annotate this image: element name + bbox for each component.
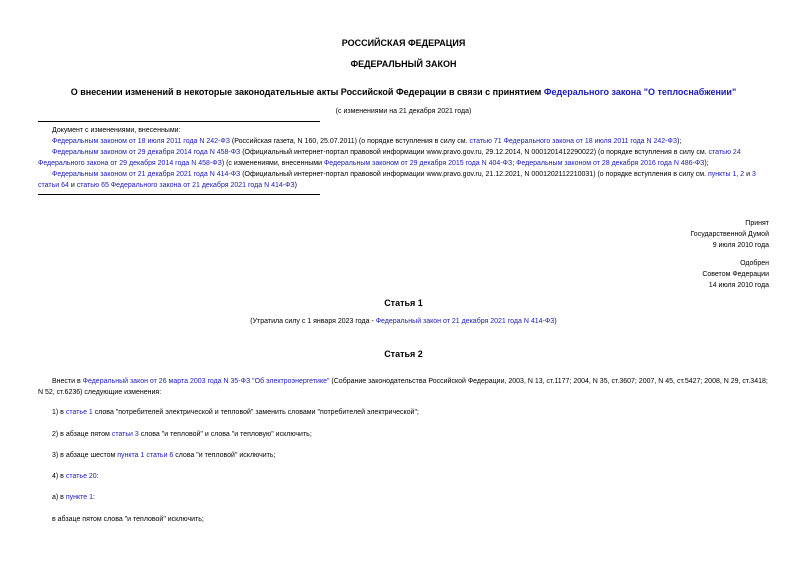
country-heading: РОССИЙСКАЯ ФЕДЕРАЦИЯ xyxy=(341,38,466,48)
adopted-block xyxy=(690,218,769,251)
article-2-paragraph-7 xyxy=(52,514,772,525)
divider-bottom xyxy=(38,194,320,195)
change-text: ); xyxy=(704,160,709,167)
adopted-line: Государственной Думой xyxy=(690,231,769,238)
article-2-paragraph-3 xyxy=(52,429,772,440)
approved-line: Советом Федерации xyxy=(702,271,769,278)
approved-line: 14 июля 2010 года xyxy=(708,282,769,289)
paragraph-text: : xyxy=(96,473,99,480)
change-text: ) xyxy=(294,182,297,189)
change-link[interactable]: статью 24 Федерального закона от 29 декабря 2014 года N 458-ФЗ xyxy=(38,149,741,167)
change-text: (Российская газета, N 160, 25.07.2011) (о порядке вступления в силу см. xyxy=(229,138,470,145)
adopted-line: Принят xyxy=(745,220,769,227)
change-link[interactable]: Федеральным законом от 29 декабря 2015 года N 404-ФЗ xyxy=(323,160,513,167)
article-1-link[interactable]: Федеральный закон от 21 декабря 2021 года N 414-ФЗ xyxy=(375,318,555,325)
article-1-heading: Статья 1 xyxy=(384,298,423,308)
article-1-prefix: (Утратила силу с 1 января 2023 года - xyxy=(250,318,376,325)
article-2-paragraph-6 xyxy=(52,492,772,503)
change-link[interactable]: 3 статьи 64 xyxy=(38,171,756,189)
change-link[interactable]: Федеральным законом от 18 июля 2011 года N 242-ФЗ xyxy=(52,138,230,145)
paragraph-link[interactable]: пункта 1 статьи 6 xyxy=(117,452,174,459)
change-link[interactable]: пункты 1, 2 xyxy=(708,171,745,178)
change-line-3 xyxy=(38,169,772,191)
paragraph-text: слова "и тепловой" исключить; xyxy=(173,452,276,459)
change-line-2 xyxy=(38,147,772,169)
doc-type-heading: ФЕДЕРАЛЬНЫЙ ЗАКОН xyxy=(350,59,457,69)
change-link[interactable]: статью 65 Федерального закона от 21 декабря 2021 года N 414-ФЗ xyxy=(76,182,295,189)
change-text: ); xyxy=(677,138,682,145)
change-link[interactable]: Федеральным законом от 28 декабря 2016 года N 486-ФЗ xyxy=(516,160,705,167)
paragraph-text: (Собрание законодательства Российской Федерации, 2003, N 13, ст.1177; 2004, N 35, ст.3607; 2007, N 45, ст.5427; 2008, N 29, ст.3418; N 52, ст.6236) следующие изменения: xyxy=(38,378,768,396)
paragraph-text: : xyxy=(93,494,95,501)
change-text: (Официальный интернет-портал правовой информации www.pravo.gov.ru, 21.12.2021, N 0001202112210031) (о порядке вступления в силу см. xyxy=(240,171,708,178)
change-text: ) (с изменениями, внесенными xyxy=(221,160,324,167)
changes-intro: Документ с изменениями, внесенными: xyxy=(52,127,181,134)
article-2-heading: Статья 2 xyxy=(384,349,423,359)
paragraph-text: 2) в абзаце пятом xyxy=(52,431,112,438)
article-2-paragraph-2 xyxy=(52,407,772,418)
article-1-suffix: ) xyxy=(554,318,557,325)
change-link[interactable]: Федеральным законом от 29 декабря 2014 года N 458-ФЗ xyxy=(52,149,241,156)
article-2-paragraph-5 xyxy=(52,471,772,482)
change-line-1 xyxy=(52,136,772,147)
paragraph-link[interactable]: статье 20 xyxy=(65,473,97,480)
law-title-link[interactable]: Федерального закона "О теплоснабжении" xyxy=(543,87,737,97)
change-link[interactable]: Федеральным законом от 21 декабря 2021 года N 414-ФЗ xyxy=(52,171,241,178)
paragraph-text: Внести в xyxy=(52,378,83,385)
change-text: (Официальный интернет-портал правовой информации www.pravo.gov.ru, 29.12.2014, N 0001201412290022) (о порядке вступления в силу см. xyxy=(240,149,709,156)
paragraph-text: в абзаце пятом слова "и тепловой" исключить; xyxy=(52,516,204,523)
paragraph-text: слова "потребителей электрической и тепловой" заменить словами "потребителей электрической"; xyxy=(92,409,419,416)
change-text: ; xyxy=(512,160,517,167)
change-link[interactable]: статью 71 Федерального закона от 18 июля 2011 года N 242-ФЗ xyxy=(469,138,678,145)
paragraph-link[interactable]: статьи 3 xyxy=(111,431,139,438)
approved-line: Одобрен xyxy=(740,260,769,267)
article-1-text xyxy=(0,316,807,327)
change-text: и xyxy=(68,182,77,189)
paragraph-link[interactable]: статье 1 xyxy=(65,409,93,416)
law-title-text: О внесении изменений в некоторые законодательные акты Российской Федерации в связи с принятием xyxy=(70,87,544,97)
paragraph-text: слова "и тепловой" и слова "и тепловую" исключить; xyxy=(138,431,312,438)
article-2-paragraph-1 xyxy=(38,376,772,398)
divider-top xyxy=(38,121,320,122)
article-2-paragraph-4 xyxy=(52,450,772,461)
paragraph-text: 1) в xyxy=(52,409,66,416)
revision-note: (с изменениями на 21 декабря 2021 года) xyxy=(335,108,472,115)
approved-block xyxy=(702,258,769,291)
paragraph-text: а) в xyxy=(52,494,66,501)
paragraph-text: 3) в абзаце шестом xyxy=(52,452,118,459)
law-title xyxy=(0,87,807,97)
paragraph-link[interactable]: пункте 1 xyxy=(65,494,93,501)
paragraph-link[interactable]: Федеральный закон от 26 марта 2003 года N 35-ФЗ "Об электроэнергетике" xyxy=(82,378,330,385)
adopted-line: 9 июля 2010 года xyxy=(712,242,769,249)
change-text: и xyxy=(744,171,752,178)
paragraph-text: 4) в xyxy=(52,473,66,480)
